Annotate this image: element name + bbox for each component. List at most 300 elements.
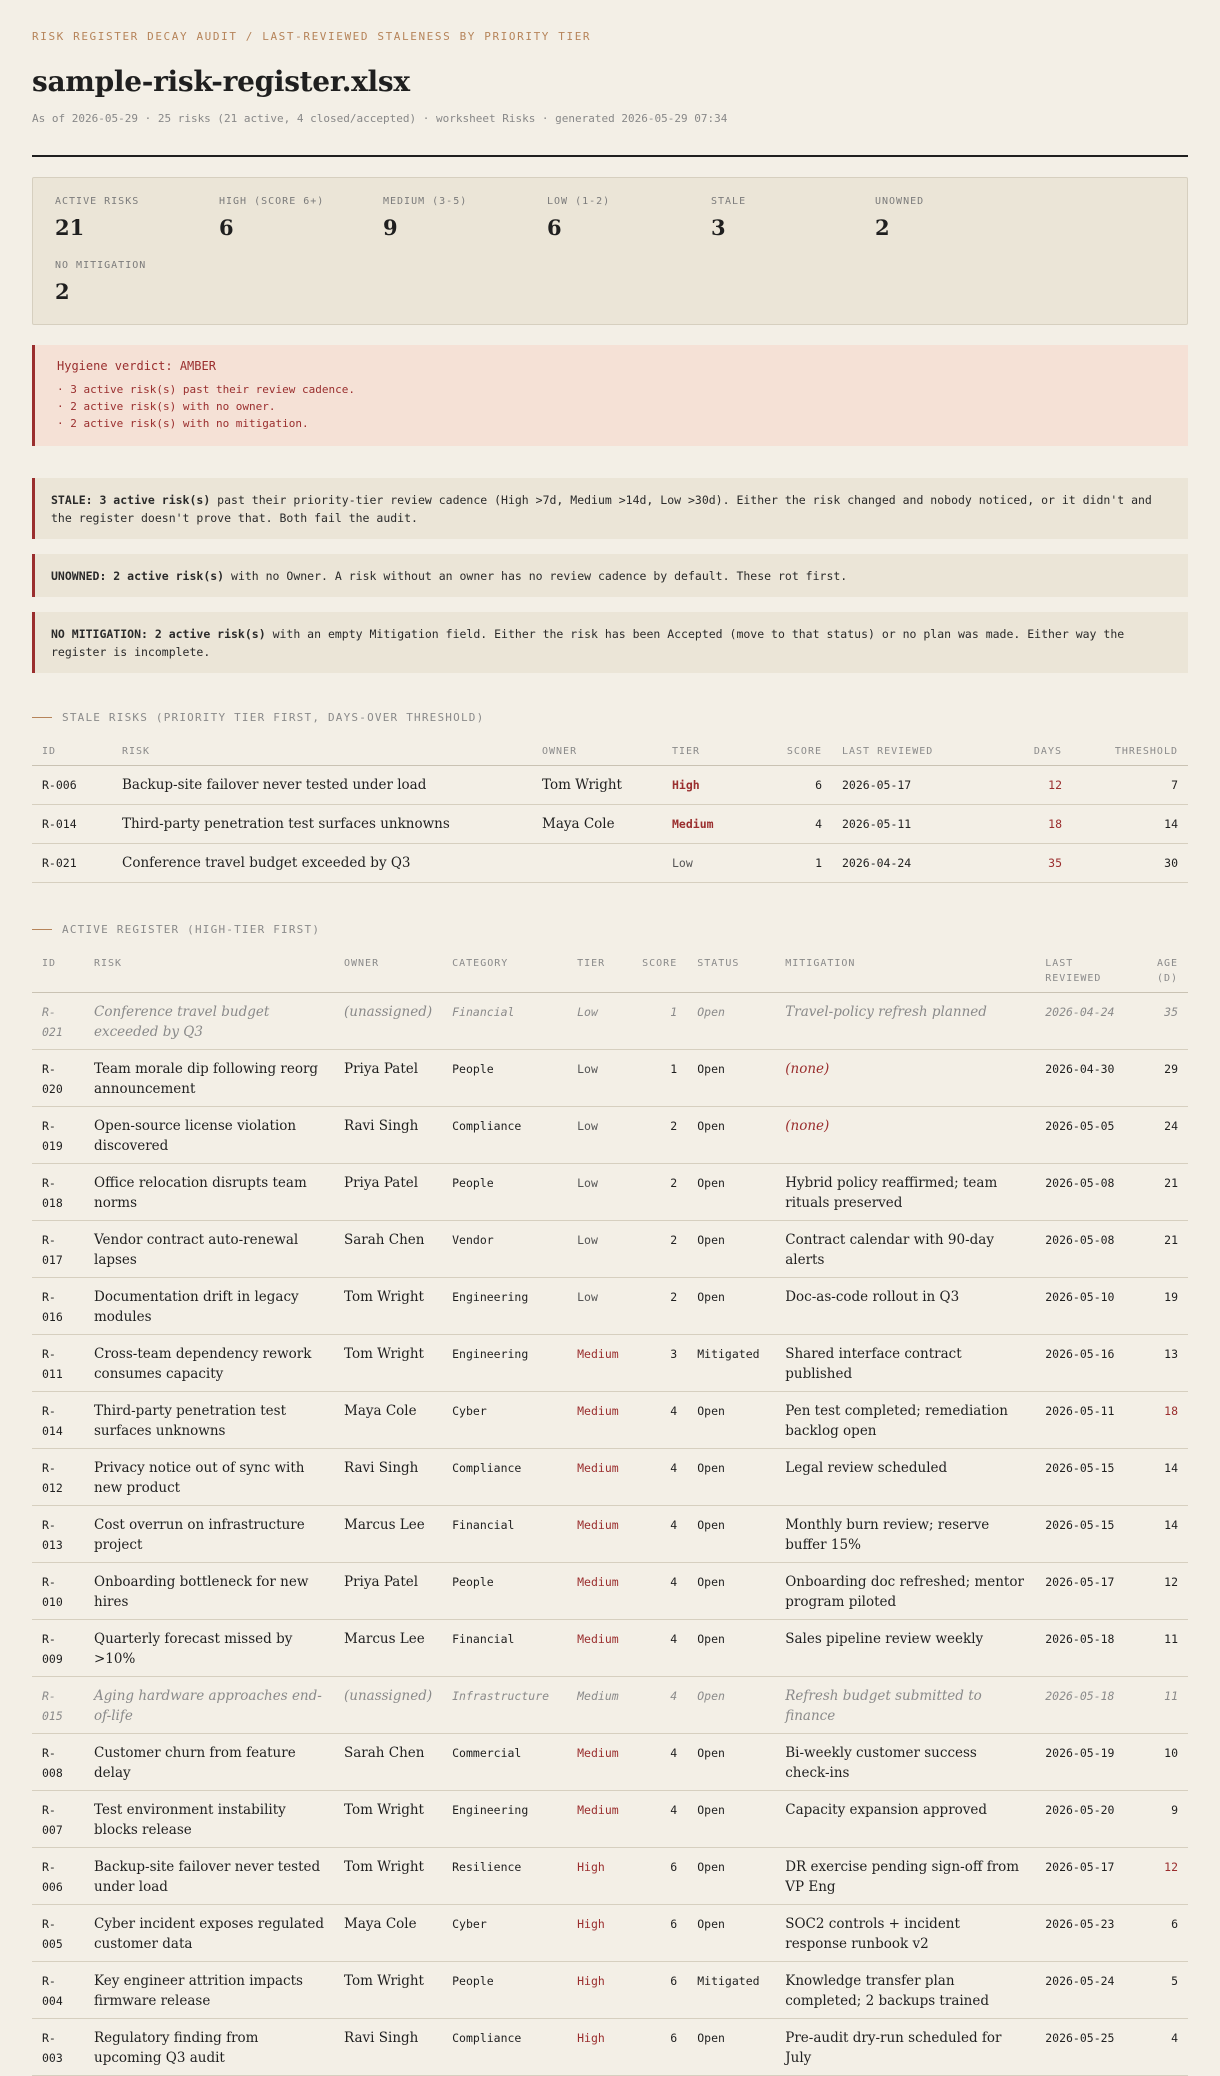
days-since-review: 12	[1002, 766, 1072, 805]
risk-status: Open	[687, 1506, 775, 1563]
risk-category: People	[442, 1962, 567, 2019]
risk-mitigation: Monthly burn review; reserve buffer 15%	[775, 1506, 1035, 1563]
callout-stale	[32, 478, 1188, 539]
risk-score: 3	[632, 1335, 687, 1392]
stat-label: NO MITIGATION	[55, 260, 147, 271]
risk-mitigation: Pre-audit dry-run scheduled for July	[775, 2019, 1035, 2076]
risk-category: Financial	[442, 993, 567, 1050]
last-reviewed: 2026-05-23	[1035, 1905, 1145, 1962]
section-dash	[32, 929, 52, 930]
last-reviewed: 2026-05-24	[1035, 1962, 1145, 2019]
risk-title: Office relocation disrupts team norms	[84, 1164, 334, 1221]
risk-id: R-008	[32, 1734, 84, 1791]
risk-owner: Ravi Singh	[334, 1449, 442, 1506]
stat-no-mitigation	[55, 260, 219, 304]
stat-low	[547, 196, 711, 240]
risk-title: Test environment instability blocks release	[84, 1791, 334, 1848]
col-header: MITIGATION	[775, 950, 1035, 993]
days-since-review: 35	[1002, 844, 1072, 883]
risk-tier: Medium	[567, 1335, 632, 1392]
risk-score: 4	[632, 1677, 687, 1734]
risk-mitigation: Pen test completed; remediation backlog open	[775, 1392, 1035, 1449]
last-reviewed: 2026-05-08	[1035, 1221, 1145, 1278]
verdict-item: · 2 active risk(s) with no mitigation.	[57, 417, 309, 430]
table-row[interactable]	[32, 1734, 1188, 1791]
risk-age: 21	[1145, 1164, 1188, 1221]
table-row[interactable]	[32, 1848, 1188, 1905]
risk-tier: Medium	[567, 1791, 632, 1848]
stat-value: 2	[55, 279, 70, 304]
risk-score: 6	[632, 1848, 687, 1905]
last-reviewed: 2026-05-25	[1035, 2019, 1145, 2076]
risk-id: R-013	[32, 1506, 84, 1563]
risk-tier: Medium	[662, 805, 762, 844]
risk-owner: Priya Patel	[334, 1164, 442, 1221]
col-header: THRESHOLD	[1072, 738, 1188, 766]
risk-tier: High	[567, 2019, 632, 2076]
risk-status: Open	[687, 1791, 775, 1848]
risk-title: Third-party penetration test surfaces unknowns	[84, 1392, 334, 1449]
risk-category: Financial	[442, 1620, 567, 1677]
last-reviewed: 2026-05-15	[1035, 1449, 1145, 1506]
table-row[interactable]	[32, 1563, 1188, 1620]
callout-text: with no Owner. A risk without an owner has no review cadence by default. These rot first.	[224, 569, 848, 583]
last-reviewed: 2026-05-15	[1035, 1506, 1145, 1563]
risk-mitigation: (none)	[775, 1107, 1035, 1164]
risk-tier: Low	[567, 1107, 632, 1164]
callout-unowned	[32, 554, 1188, 597]
table-row[interactable]	[32, 1335, 1188, 1392]
risk-tier: Low	[662, 844, 762, 883]
risk-tier: High	[567, 1905, 632, 1962]
risk-mitigation: Sales pipeline review weekly	[775, 1620, 1035, 1677]
risk-age: 12	[1145, 1563, 1188, 1620]
active-section-heading	[32, 923, 1188, 936]
risk-category: Vendor	[442, 1221, 567, 1278]
col-header: CATEGORY	[442, 950, 567, 993]
risk-tier: High	[662, 766, 762, 805]
risk-score: 2	[632, 1278, 687, 1335]
risk-mitigation: Knowledge transfer plan completed; 2 backups trained	[775, 1962, 1035, 2019]
last-reviewed: 2026-05-16	[1035, 1335, 1145, 1392]
summary-panel	[32, 177, 1188, 325]
table-row[interactable]	[32, 1050, 1188, 1107]
table-row[interactable]	[32, 766, 1188, 805]
review-threshold: 14	[1072, 805, 1188, 844]
last-reviewed: 2026-04-24	[832, 844, 1002, 883]
risk-category: Engineering	[442, 1278, 567, 1335]
risk-title: Key engineer attrition impacts firmware release	[84, 1962, 334, 2019]
risk-tier: Medium	[567, 1620, 632, 1677]
risk-age: 19	[1145, 1278, 1188, 1335]
page-title: sample-risk-register.xlsx	[32, 65, 410, 98]
col-header: ID	[32, 950, 84, 993]
stat-label: ACTIVE RISKS	[55, 196, 140, 207]
risk-age: 29	[1145, 1050, 1188, 1107]
risk-status: Open	[687, 1848, 775, 1905]
stat-value: 2	[875, 215, 890, 240]
risk-age: 11	[1145, 1620, 1188, 1677]
risk-mitigation: Refresh budget submitted to finance	[775, 1677, 1035, 1734]
last-reviewed: 2026-05-17	[1035, 1848, 1145, 1905]
risk-title: Backup-site failover never tested under load	[112, 766, 532, 805]
risk-title: Team morale dip following reorg announcement	[84, 1050, 334, 1107]
last-reviewed: 2026-04-24	[1035, 993, 1145, 1050]
risk-id: R-017	[32, 1221, 84, 1278]
risk-age: 18	[1145, 1392, 1188, 1449]
verdict-title: Hygiene verdict: AMBER	[57, 359, 216, 373]
stat-value: 6	[219, 215, 234, 240]
risk-status: Open	[687, 1164, 775, 1221]
risk-mitigation: Doc-as-code rollout in Q3	[775, 1278, 1035, 1335]
risk-id: R-004	[32, 1962, 84, 2019]
risk-category: Infrastructure	[442, 1677, 567, 1734]
risk-tier: Medium	[567, 1506, 632, 1563]
risk-status: Open	[687, 993, 775, 1050]
risk-status: Open	[687, 1278, 775, 1335]
risk-title: Quarterly forecast missed by >10%	[84, 1620, 334, 1677]
risk-age: 12	[1145, 1848, 1188, 1905]
table-row[interactable]	[32, 1905, 1188, 1962]
risk-status: Open	[687, 1905, 775, 1962]
risk-id: R-010	[32, 1563, 84, 1620]
table-row[interactable]	[32, 2019, 1188, 2076]
section-dash	[32, 717, 52, 718]
table-row[interactable]	[32, 1221, 1188, 1278]
risk-title: Conference travel budget exceeded by Q3	[112, 844, 532, 883]
risk-score: 4	[632, 1449, 687, 1506]
risk-id: R-019	[32, 1107, 84, 1164]
stat-value: 3	[711, 215, 726, 240]
header-divider	[32, 155, 1188, 157]
review-threshold: 7	[1072, 766, 1188, 805]
risk-score: 2	[632, 1164, 687, 1221]
risk-tier: Medium	[567, 1392, 632, 1449]
risk-age: 5	[1145, 1962, 1188, 2019]
risk-tier: Medium	[567, 1563, 632, 1620]
table-row[interactable]	[32, 844, 1188, 883]
risk-age: 14	[1145, 1506, 1188, 1563]
risk-score: 1	[632, 993, 687, 1050]
risk-id: R-014	[32, 1392, 84, 1449]
risk-owner: Tom Wright	[334, 1791, 442, 1848]
risk-id: R-009	[32, 1620, 84, 1677]
risk-score: 4	[632, 1620, 687, 1677]
col-header: RISK	[84, 950, 334, 993]
risk-tier: Medium	[567, 1734, 632, 1791]
risk-category: Cyber	[442, 1392, 567, 1449]
risk-title: Conference travel budget exceeded by Q3	[84, 993, 334, 1050]
risk-tier: Low	[567, 993, 632, 1050]
risk-title: Third-party penetration test surfaces unknowns	[112, 805, 532, 844]
risk-age: 6	[1145, 1905, 1188, 1962]
risk-id: R-005	[32, 1905, 84, 1962]
verdict-item: · 3 active risk(s) past their review cadence.	[57, 383, 356, 396]
risk-id: R-011	[32, 1335, 84, 1392]
risk-score: 2	[632, 1107, 687, 1164]
table-row[interactable]	[32, 1449, 1188, 1506]
risk-owner: (unassigned)	[334, 1677, 442, 1734]
stat-unowned	[875, 196, 1039, 240]
risk-id: R-015	[32, 1677, 84, 1734]
risk-title: Regulatory finding from upcoming Q3 audit	[84, 2019, 334, 2076]
col-header: SCORE	[632, 950, 687, 993]
risk-tier: Medium	[567, 1677, 632, 1734]
table-row[interactable]	[32, 1278, 1188, 1335]
stat-active-risks	[55, 196, 219, 240]
risk-mitigation: (none)	[775, 1050, 1035, 1107]
risk-id: R-006	[32, 766, 112, 805]
report-meta: As of 2026-05-29 · 25 risks (21 active, 4 closed/accepted) · worksheet Risks · generated 2026-05-29 07:34	[32, 112, 728, 125]
last-reviewed: 2026-05-19	[1035, 1734, 1145, 1791]
last-reviewed: 2026-05-08	[1035, 1164, 1145, 1221]
risk-category: Engineering	[442, 1791, 567, 1848]
risk-mitigation: Capacity expansion approved	[775, 1791, 1035, 1848]
table-row[interactable]	[32, 1392, 1188, 1449]
active-register-table	[32, 950, 1188, 2076]
risk-tier: Low	[567, 1164, 632, 1221]
risk-status: Open	[687, 1563, 775, 1620]
risk-owner: Sarah Chen	[334, 1734, 442, 1791]
risk-id: R-012	[32, 1449, 84, 1506]
table-row[interactable]	[32, 1677, 1188, 1734]
risk-id: R-003	[32, 2019, 84, 2076]
risk-owner: Tom Wright	[334, 1962, 442, 2019]
risk-owner: Sarah Chen	[334, 1221, 442, 1278]
risk-category: Resilience	[442, 1848, 567, 1905]
callout-no-mitigation	[32, 612, 1188, 673]
risk-owner: Maya Cole	[334, 1905, 442, 1962]
risk-title: Open-source license violation discovered	[84, 1107, 334, 1164]
risk-age: 9	[1145, 1791, 1188, 1848]
table-row[interactable]	[32, 805, 1188, 844]
stat-value: 9	[383, 215, 398, 240]
risk-status: Open	[687, 1620, 775, 1677]
risk-tier: High	[567, 1848, 632, 1905]
last-reviewed: 2026-05-05	[1035, 1107, 1145, 1164]
risk-tier: Medium	[567, 1449, 632, 1506]
risk-score: 4	[632, 1506, 687, 1563]
risk-mitigation: Shared interface contract published	[775, 1335, 1035, 1392]
risk-status: Mitigated	[687, 1962, 775, 2019]
risk-category: Financial	[442, 1506, 567, 1563]
table-row[interactable]	[32, 1107, 1188, 1164]
risk-tier: Low	[567, 1050, 632, 1107]
risk-owner: Priya Patel	[334, 1050, 442, 1107]
callout-lead: STALE: 3 active risk(s)	[51, 493, 211, 507]
callout-text: past their priority-tier review cadence (High >7d, Medium >14d, Low >30d). Either the risk changed and nobody noticed, or it didn't and the register doesn't prove that. Both fail the audit.	[51, 493, 1152, 525]
risk-score: 2	[632, 1221, 687, 1278]
risk-score: 4	[632, 1734, 687, 1791]
callout-lead: UNOWNED: 2 active risk(s)	[51, 569, 225, 583]
risk-owner: Maya Cole	[532, 805, 662, 844]
risk-title: Onboarding bottleneck for new hires	[84, 1563, 334, 1620]
risk-status: Open	[687, 1050, 775, 1107]
risk-owner: Marcus Lee	[334, 1620, 442, 1677]
risk-category: Compliance	[442, 1449, 567, 1506]
stale-section-heading	[32, 711, 1188, 724]
stale-risks-table	[32, 738, 1188, 883]
col-header: OWNER	[334, 950, 442, 993]
risk-age: 13	[1145, 1335, 1188, 1392]
risk-id: R-007	[32, 1791, 84, 1848]
stat-stale	[711, 196, 875, 240]
risk-id: R-021	[32, 993, 84, 1050]
risk-score: 4	[632, 1791, 687, 1848]
risk-score: 6	[632, 1962, 687, 2019]
table-row[interactable]	[32, 1962, 1188, 2019]
stat-label: LOW (1-2)	[547, 196, 611, 207]
risk-title: Backup-site failover never tested under load	[84, 1848, 334, 1905]
risk-status: Open	[687, 1221, 775, 1278]
risk-tier: Low	[567, 1278, 632, 1335]
risk-mitigation: Legal review scheduled	[775, 1449, 1035, 1506]
risk-category: Commercial	[442, 1734, 567, 1791]
risk-title: Aging hardware approaches end-of-life	[84, 1677, 334, 1734]
section-title: STALE RISKS (PRIORITY TIER FIRST, DAYS-OVER THRESHOLD)	[62, 711, 485, 724]
risk-mitigation: DR exercise pending sign-off from VP Eng	[775, 1848, 1035, 1905]
col-header: ID	[32, 738, 112, 766]
last-reviewed: 2026-05-11	[1035, 1392, 1145, 1449]
callout-text: with an empty Mitigation field. Either the risk has been Accepted (move to that status) or no plan was made. Either way the register is incomplete.	[51, 627, 1125, 659]
days-since-review: 18	[1002, 805, 1072, 844]
risk-age: 14	[1145, 1449, 1188, 1506]
last-reviewed: 2026-05-18	[1035, 1677, 1145, 1734]
risk-age: 35	[1145, 993, 1188, 1050]
col-header: DAYS	[1002, 738, 1072, 766]
stat-medium	[383, 196, 547, 240]
risk-title: Documentation drift in legacy modules	[84, 1278, 334, 1335]
risk-category: Compliance	[442, 1107, 567, 1164]
risk-score: 6	[632, 2019, 687, 2076]
col-header: AGE (D)	[1145, 950, 1188, 993]
last-reviewed: 2026-04-30	[1035, 1050, 1145, 1107]
risk-category: People	[442, 1050, 567, 1107]
risk-owner: (unassigned)	[334, 993, 442, 1050]
verdict-item: · 2 active risk(s) with no owner.	[57, 400, 276, 413]
risk-id: R-016	[32, 1278, 84, 1335]
risk-score: 6	[632, 1905, 687, 1962]
last-reviewed: 2026-05-18	[1035, 1620, 1145, 1677]
risk-title: Cost overrun on infrastructure project	[84, 1506, 334, 1563]
col-header: OWNER	[532, 738, 662, 766]
table-row[interactable]	[32, 1506, 1188, 1563]
stat-label: MEDIUM (3-5)	[383, 196, 468, 207]
risk-owner: Marcus Lee	[334, 1506, 442, 1563]
stat-value: 21	[55, 215, 85, 240]
risk-score: 4	[762, 805, 832, 844]
risk-owner: Tom Wright	[334, 1278, 442, 1335]
risk-status: Open	[687, 1392, 775, 1449]
stat-high	[219, 196, 383, 240]
table-row[interactable]	[32, 1791, 1188, 1848]
risk-score: 4	[632, 1563, 687, 1620]
risk-age: 10	[1145, 1734, 1188, 1791]
col-header: RISK	[112, 738, 532, 766]
risk-status: Open	[687, 1677, 775, 1734]
risk-mitigation: Hybrid policy reaffirmed; team rituals preserved	[775, 1164, 1035, 1221]
risk-title: Cross-team dependency rework consumes capacity	[84, 1335, 334, 1392]
risk-category: Cyber	[442, 1905, 567, 1962]
col-header: TIER	[662, 738, 762, 766]
risk-status: Open	[687, 1107, 775, 1164]
last-reviewed: 2026-05-10	[1035, 1278, 1145, 1335]
risk-status: Open	[687, 1449, 775, 1506]
risk-owner: Ravi Singh	[334, 2019, 442, 2076]
section-title: ACTIVE REGISTER (HIGH-TIER FIRST)	[62, 923, 321, 936]
risk-score: 6	[762, 766, 832, 805]
stat-value: 6	[547, 215, 562, 240]
col-header: STATUS	[687, 950, 775, 993]
risk-owner: Priya Patel	[334, 1563, 442, 1620]
risk-id: R-006	[32, 1848, 84, 1905]
risk-title: Vendor contract auto-renewal lapses	[84, 1221, 334, 1278]
hygiene-verdict	[32, 345, 1188, 446]
risk-category: Engineering	[442, 1335, 567, 1392]
review-threshold: 30	[1072, 844, 1188, 883]
table-row[interactable]	[32, 1164, 1188, 1221]
risk-owner: Maya Cole	[334, 1392, 442, 1449]
risk-age: 21	[1145, 1221, 1188, 1278]
risk-id: R-014	[32, 805, 112, 844]
risk-title: Cyber incident exposes regulated customer data	[84, 1905, 334, 1962]
col-header: TIER	[567, 950, 632, 993]
risk-owner	[532, 844, 662, 883]
last-reviewed: 2026-05-11	[832, 805, 1002, 844]
risk-title: Customer churn from feature delay	[84, 1734, 334, 1791]
risk-age: 4	[1145, 2019, 1188, 2076]
risk-age: 24	[1145, 1107, 1188, 1164]
risk-status: Open	[687, 1734, 775, 1791]
risk-score: 1	[632, 1050, 687, 1107]
risk-mitigation: Travel-policy refresh planned	[775, 993, 1035, 1050]
risk-mitigation: SOC2 controls + incident response runbook v2	[775, 1905, 1035, 1962]
risk-owner: Tom Wright	[334, 1335, 442, 1392]
risk-owner: Tom Wright	[334, 1848, 442, 1905]
risk-age: 11	[1145, 1677, 1188, 1734]
last-reviewed: 2026-05-17	[1035, 1563, 1145, 1620]
risk-status: Mitigated	[687, 1335, 775, 1392]
risk-title: Privacy notice out of sync with new product	[84, 1449, 334, 1506]
last-reviewed: 2026-05-20	[1035, 1791, 1145, 1848]
risk-owner: Tom Wright	[532, 766, 662, 805]
stat-label: STALE	[711, 196, 747, 207]
risk-score: 4	[632, 1392, 687, 1449]
risk-category: People	[442, 1164, 567, 1221]
table-row[interactable]	[32, 1620, 1188, 1677]
report-kicker: RISK REGISTER DECAY AUDIT / LAST-REVIEWED STALENESS BY PRIORITY TIER	[32, 30, 592, 43]
col-header: LAST REVIEWED	[1035, 950, 1145, 993]
col-header: SCORE	[762, 738, 832, 766]
risk-status: Open	[687, 2019, 775, 2076]
risk-category: Compliance	[442, 2019, 567, 2076]
risk-id: R-020	[32, 1050, 84, 1107]
stat-label: UNOWNED	[875, 196, 925, 207]
table-row[interactable]	[32, 993, 1188, 1050]
risk-mitigation: Contract calendar with 90-day alerts	[775, 1221, 1035, 1278]
risk-id: R-021	[32, 844, 112, 883]
risk-id: R-018	[32, 1164, 84, 1221]
risk-tier: High	[567, 1962, 632, 2019]
risk-owner: Ravi Singh	[334, 1107, 442, 1164]
callout-lead: NO MITIGATION: 2 active risk(s)	[51, 627, 266, 641]
risk-mitigation: Bi-weekly customer success check-ins	[775, 1734, 1035, 1791]
last-reviewed: 2026-05-17	[832, 766, 1002, 805]
risk-score: 1	[762, 844, 832, 883]
risk-mitigation: Onboarding doc refreshed; mentor program piloted	[775, 1563, 1035, 1620]
risk-category: People	[442, 1563, 567, 1620]
stat-label: HIGH (SCORE 6+)	[219, 196, 325, 207]
